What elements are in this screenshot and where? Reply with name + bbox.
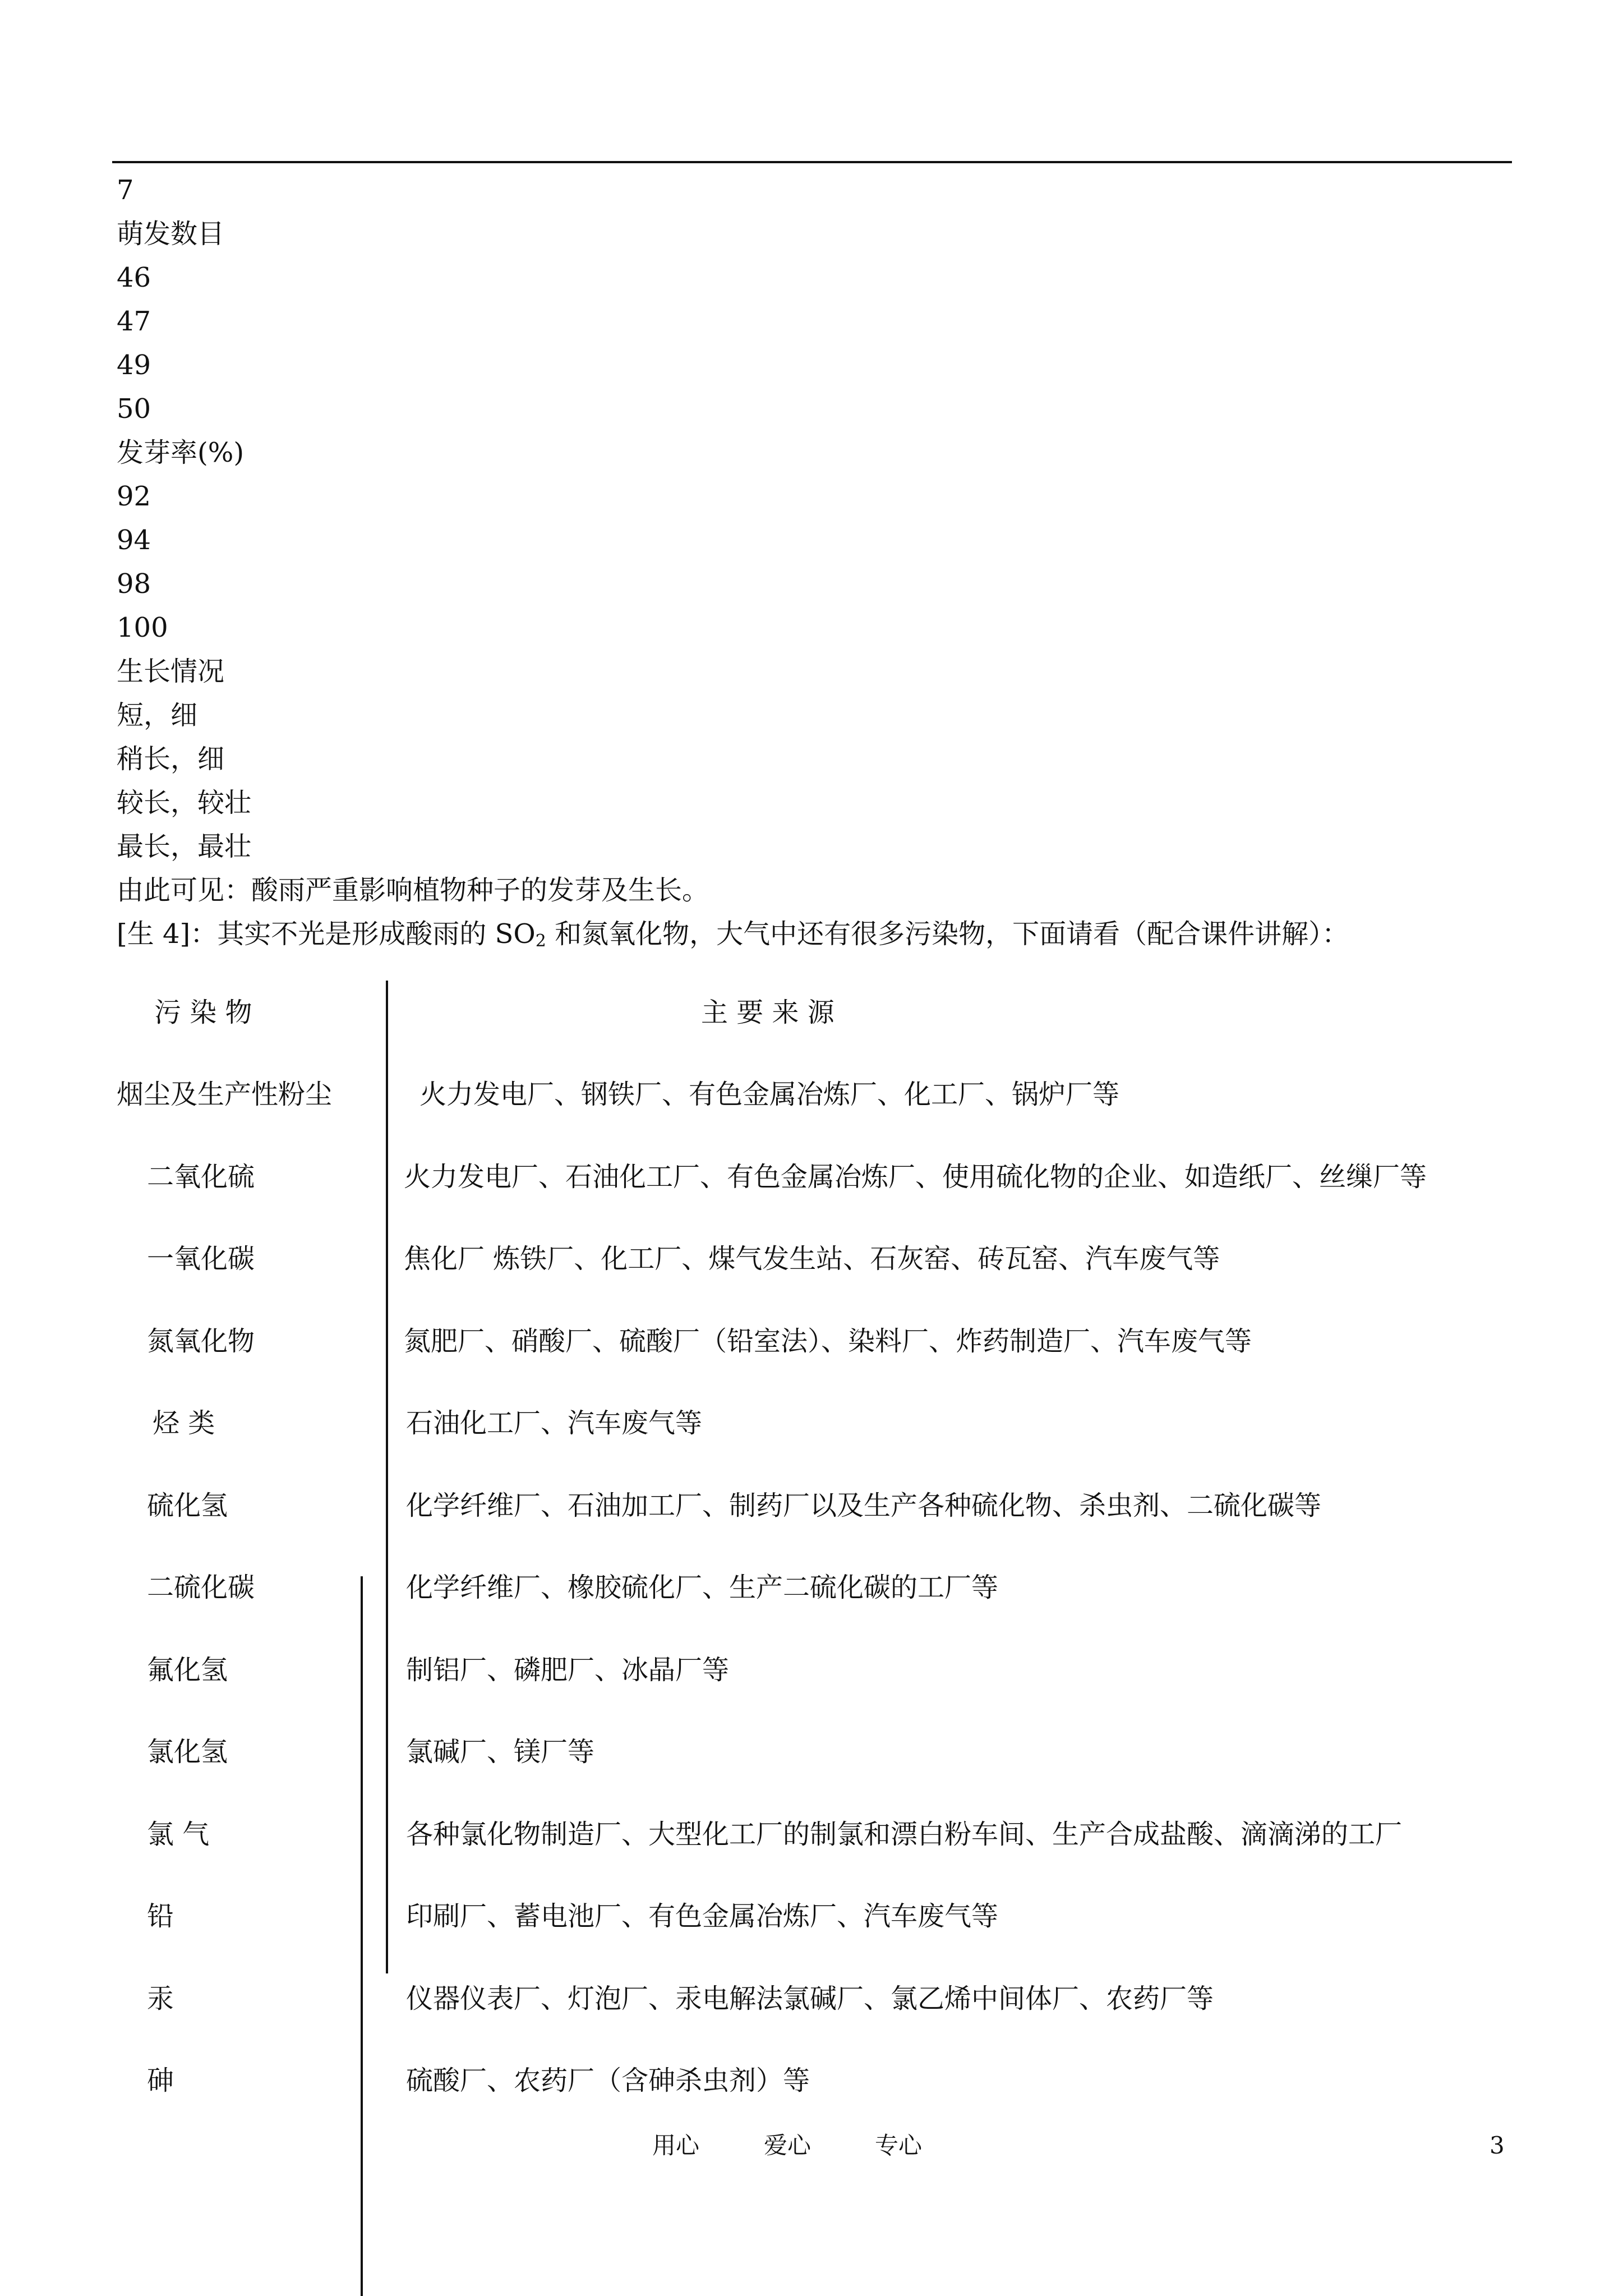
pollutant-cell: 铅	[147, 1901, 174, 1932]
source-cell: 印刷厂、蓄电池厂、有色金属冶炼厂、汽车废气等	[406, 1901, 999, 1932]
source-cell: 化学纤维厂、橡胶硫化厂、生产二硫化碳的工厂等	[406, 1572, 999, 1603]
source-cell: 制铝厂、磷肥厂、冰晶厂等	[406, 1654, 730, 1686]
data-line: 100	[117, 612, 168, 643]
source-cell: 各种氯化物制造厂、大型化工厂的制氯和漂白粉车间、生产合成盐酸、滴滴涕的工厂	[406, 1818, 1403, 1850]
student4-after: 和氮氧化物，大气中还有很多污染物，下面请看（配合课件讲解）：	[546, 918, 1349, 950]
pollutant-cell: 氯 气	[147, 1818, 210, 1850]
pollutant-cell: 烟尘及生产性粉尘	[117, 1079, 333, 1110]
header-source: 主 要 来 源	[701, 997, 834, 1028]
footer-motto-3: 专心	[875, 2132, 923, 2159]
data-line: 最长，最壮	[117, 831, 252, 862]
table-row	[0, 1979, 1623, 2061]
table-row	[0, 1404, 1623, 1485]
data-line: 50	[117, 393, 151, 425]
pollutant-cell: 二氧化硫	[147, 1161, 255, 1193]
header-rule	[112, 161, 1512, 163]
source-cell: 火力发电厂、钢铁厂、有色金属冶炼厂、化工厂、锅炉厂等	[419, 1079, 1120, 1110]
data-line: 7	[117, 174, 134, 206]
pollutant-cell: 二硫化碳	[147, 1572, 255, 1603]
data-line: 92	[117, 481, 151, 512]
footer-motto-2: 爱心	[764, 2132, 811, 2159]
table-row	[0, 1157, 1623, 1239]
pollutant-cell: 氟化氢	[147, 1654, 228, 1686]
source-cell: 氮肥厂、硝酸厂、硫酸厂（铅室法）、染料厂、炸药制造厂、汽车废气等	[404, 1325, 1252, 1357]
table-row	[0, 1897, 1623, 1978]
pollutant-cell: 汞	[147, 1982, 174, 2014]
pollutant-cell: 烃 类	[153, 1407, 215, 1439]
pollutant-cell: 砷	[147, 2065, 174, 2096]
conclusion-text: 由此可见：酸雨严重影响植物种子的发芽及生长。	[117, 875, 709, 906]
data-line: 较长，较壮	[117, 787, 252, 818]
table-row	[0, 2061, 1623, 2143]
data-line: 94	[117, 524, 151, 556]
pollutant-cell: 氯化氢	[147, 1736, 228, 1768]
data-line: 49	[117, 349, 151, 381]
so2-subscript: 2	[535, 931, 546, 951]
data-line: 98	[117, 568, 151, 600]
source-cell: 火力发电厂、石油化工厂、有色金属冶炼厂、使用硫化物的企业、如造纸厂、丝缫厂等	[404, 1161, 1427, 1193]
pollutant-cell: 一氧化碳	[147, 1243, 255, 1274]
data-line: 47	[117, 306, 151, 337]
student4-before: [生 4]：其实不光是形成酸雨的 SO	[117, 918, 536, 950]
table-row	[0, 1486, 1623, 1568]
source-cell: 硫酸厂、农药厂（含砷杀虫剂）等	[406, 2065, 810, 2096]
data-line: 生长情况	[117, 656, 225, 687]
table-row	[0, 1239, 1623, 1321]
table-row	[0, 1815, 1623, 1897]
data-lines	[117, 168, 251, 868]
pollutant-cell: 氮氧化物	[147, 1325, 255, 1357]
table-row	[0, 1650, 1623, 1732]
table-row	[0, 1075, 1623, 1157]
data-line: 发芽率(%)	[117, 437, 245, 468]
header-pollutant: 污 染 物	[154, 997, 252, 1028]
source-cell: 氯碱厂、镁厂等	[406, 1736, 595, 1768]
source-cell: 化学纤维厂、石油加工厂、制药厂以及生产各种硫化物、杀虫剂、二硫化碳等	[406, 1489, 1322, 1521]
page-number: 3	[1490, 2132, 1505, 2159]
table-row	[0, 1568, 1623, 1650]
source-cell: 仪器仪表厂、灯泡厂、汞电解法氯碱厂、氯乙烯中间体厂、农药厂等	[406, 1982, 1214, 2014]
data-line: 46	[117, 262, 151, 293]
data-line: 稍长，细	[117, 743, 225, 775]
table-row	[0, 1732, 1623, 1814]
source-cell: 焦化厂 炼铁厂、化工厂、煤气发生站、石灰窑、砖瓦窑、汽车废气等	[404, 1243, 1220, 1274]
pollutant-cell: 硫化氢	[147, 1489, 228, 1521]
table-row	[0, 1322, 1623, 1404]
data-line: 萌发数目	[117, 218, 225, 250]
footer-motto-1: 用心	[652, 2132, 700, 2159]
source-cell: 石油化工厂、汽车废气等	[406, 1407, 703, 1439]
data-line: 短，细	[117, 700, 198, 731]
student4-text	[117, 912, 1349, 963]
